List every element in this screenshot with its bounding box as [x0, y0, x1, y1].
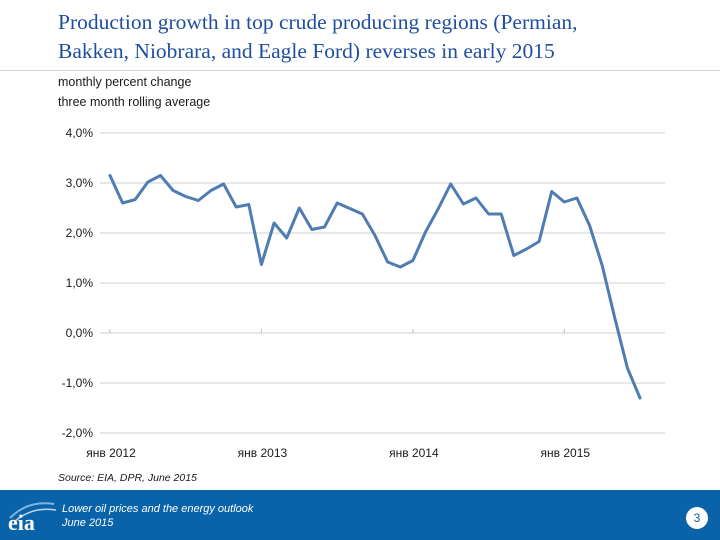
y-tick-label: 0,0% — [65, 326, 93, 340]
subtitle-line-1: monthly percent change — [58, 75, 192, 89]
footer-presentation-title: Lower oil prices and the energy outlook — [62, 503, 254, 515]
y-tick-label: 1,0% — [65, 276, 93, 290]
page-number-badge: 3 — [686, 507, 708, 529]
title-line-2: Bakken, Niobrara, and Eagle Ford) reverses in early 2015 — [58, 39, 555, 63]
eia-logo — [8, 498, 58, 534]
footer-bar — [0, 490, 720, 540]
series-line — [110, 176, 640, 399]
logo-text: eia — [8, 510, 35, 535]
x-tick-label: янв 2013 — [237, 446, 288, 460]
y-tick-label: -2,0% — [61, 426, 93, 440]
y-tick-label: 2,0% — [65, 226, 93, 240]
x-tick-label: янв 2012 — [86, 446, 136, 460]
y-tick-label: -1,0% — [61, 376, 93, 390]
footer-date: June 2015 — [62, 517, 114, 529]
x-tick-label: янв 2014 — [389, 446, 439, 460]
y-tick-label: 3,0% — [65, 176, 93, 190]
y-tick-label: 4,0% — [65, 126, 93, 140]
title-line-1: Production growth in top crude producing regions (Permian, — [58, 10, 578, 34]
x-tick-label: янв 2015 — [540, 446, 591, 460]
subtitle-line-2: three month rolling average — [58, 95, 211, 109]
source-note: Source: EIA, DPR, June 2015 — [58, 472, 197, 484]
